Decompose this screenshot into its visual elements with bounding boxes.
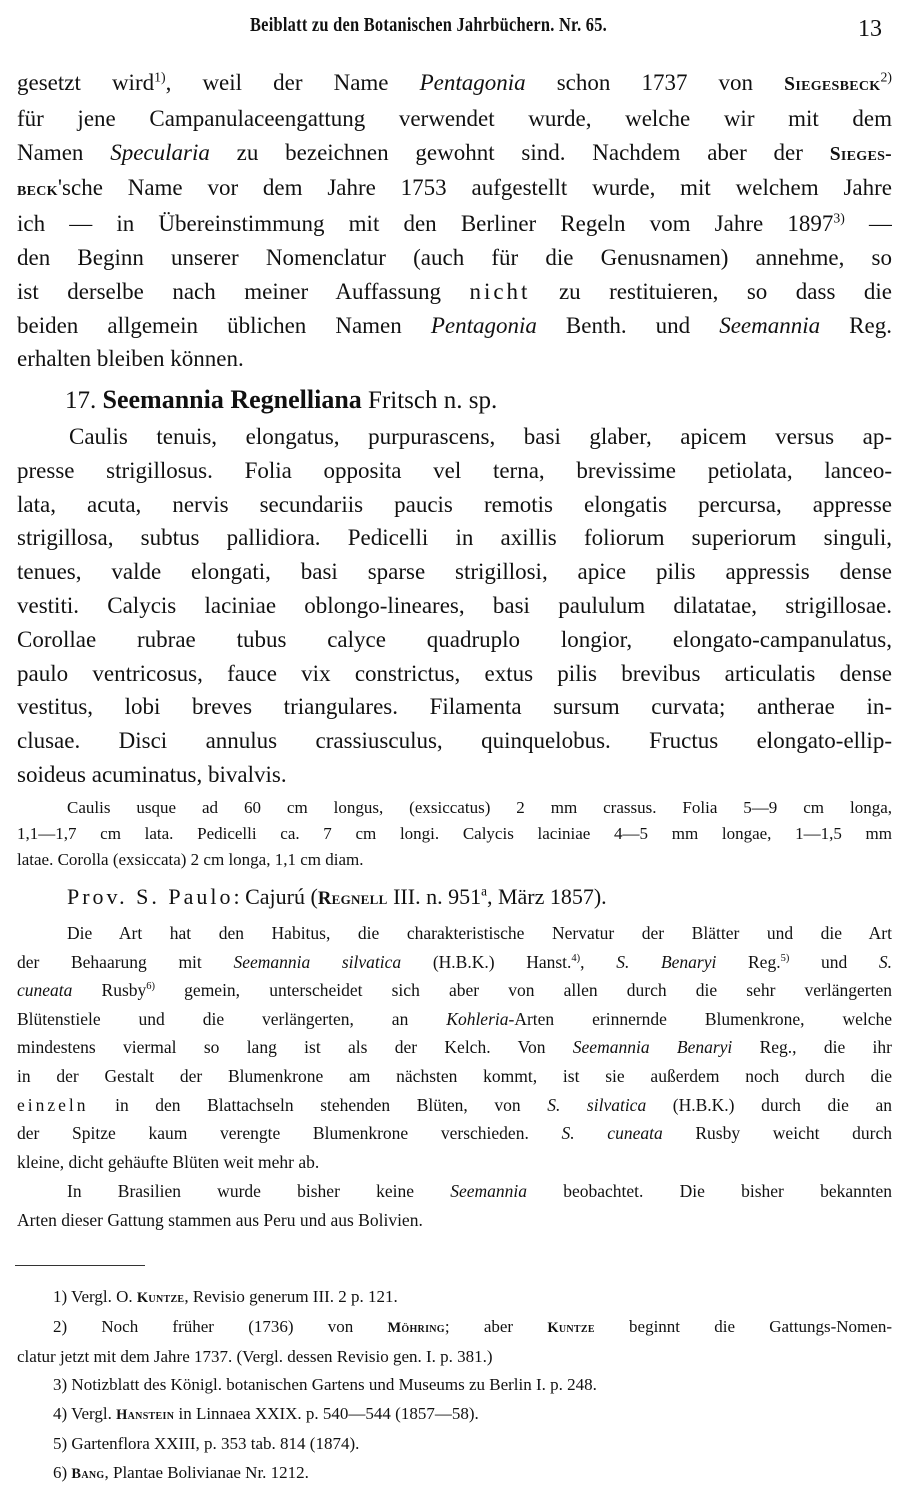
text-run: Reg.	[820, 312, 892, 338]
text-run: Reg., die ihr	[732, 1037, 892, 1058]
footnote-line	[17, 1313, 892, 1343]
text-run: kleine, dicht gehäufte Blüten weit mehr ab.	[17, 1151, 320, 1172]
text-run: 3) Notizblatt des Königl. botanischen Gartens und Museums zu Berlin I. p. 248.	[53, 1375, 597, 1395]
footnotes	[17, 1283, 892, 1489]
author-name: Kuntze	[547, 1319, 595, 1336]
text-run: lata, acuta, nervis secundariis paucis remotis elongatis percursa, appresse	[17, 491, 892, 517]
text-line	[17, 623, 892, 657]
text-line	[17, 1033, 892, 1062]
text-run: -Arten erinnernde Blumenkrone, welche	[508, 1008, 892, 1029]
text-line	[17, 275, 892, 309]
italic-taxon: S.	[878, 951, 892, 972]
text-run: , März 1857).	[486, 884, 607, 909]
text-run: clatur jetzt mit dem Jahre 1737. (Vergl. dessen Revisio gen. I. p. 381.)	[17, 1346, 493, 1366]
author-name: Kuntze	[136, 1290, 185, 1306]
text-line	[17, 795, 892, 821]
text-line	[17, 919, 892, 948]
italic-taxon: Seemannia	[719, 312, 821, 338]
footnote-line	[17, 1283, 892, 1313]
species-heading	[17, 383, 892, 418]
text-run: schon 1737 von	[525, 70, 785, 95]
text-run: zu bezeichnen gewohnt sind. Nachdem aber der	[209, 139, 830, 165]
text-run: Blütenstiele und die verlängerten, an	[17, 1008, 447, 1029]
italic-taxon: S. silvatica	[547, 1094, 647, 1115]
text-line	[17, 821, 892, 847]
italic-taxon: Kohleria	[446, 1008, 509, 1029]
text-run: für jene Campanulaceengattung verwendet wurde, welche wir mit dem	[17, 105, 892, 131]
text-line	[17, 690, 892, 724]
latin-description	[17, 420, 892, 792]
journal-title: Beiblatt zu den Botanischen Jahrbüchern. Nr. 65.	[250, 14, 608, 36]
text-run: beobachtet. Die bisher bekannten	[527, 1181, 892, 1201]
running-header	[250, 8, 892, 48]
text-line	[17, 207, 892, 241]
italic-taxon: Seemannia Benaryi	[572, 1037, 733, 1058]
text-run: Rusby	[72, 980, 147, 1001]
text-run: strigillosa, subtus pallidiora. Pedicelli in axillis foliorum superiorum singuli,	[17, 525, 892, 551]
italic-taxon: Seemannia	[450, 1181, 528, 1201]
text-line	[17, 948, 892, 977]
author-name: Sieges-	[829, 143, 892, 165]
text-line	[17, 758, 892, 792]
text-line	[17, 657, 892, 691]
italic-taxon: Pentagonia	[419, 70, 526, 95]
text-run: 1,1—1,7 cm lata. Pedicelli ca. 7 cm longi. Calycis laciniae 4—5 mm longae, 1—1,5 mm	[17, 824, 892, 843]
text-run: 'sche Name vor dem Jahre 1753 aufgestellt wurde, mit welchem Jahre	[57, 175, 892, 201]
text-run: 17.	[65, 387, 103, 414]
text-line	[17, 976, 892, 1005]
footnote-line	[17, 1400, 892, 1430]
footnote-divider	[15, 1265, 145, 1266]
text-run: ,	[580, 951, 617, 972]
text-run: : Cajurú (	[233, 884, 318, 909]
footnote-ref: 5)	[780, 952, 790, 964]
text-run: Reg.	[716, 951, 781, 972]
author-name: Möhring	[387, 1319, 445, 1336]
text-run: zu restituieren, so dass die	[530, 278, 892, 304]
footnote-line	[17, 1459, 892, 1489]
text-line	[17, 1005, 892, 1034]
text-run: in den Blattachseln stehenden Blüten, von	[88, 1094, 548, 1115]
text-line	[17, 342, 892, 376]
text-run: latae. Corolla (exsiccata) 2 cm longa, 1,1 cm diam.	[17, 850, 364, 869]
text-run: (H.B.K.) durch die an	[646, 1094, 892, 1115]
text-line	[17, 102, 892, 136]
text-run: ist derselbe nach meiner Auffassung	[17, 278, 470, 304]
text-run: Rusby weicht durch	[662, 1123, 892, 1144]
footnote-ref: a	[481, 883, 487, 899]
text-run: III. n. 951	[387, 884, 482, 909]
author-name: Bang	[71, 1465, 105, 1482]
italic-taxon: S. cuneata	[561, 1123, 663, 1144]
text-run: Caulis usque ad 60 cm longus, (exsiccatus) 2 mm crassus. Folia 5—9 cm longa,	[67, 798, 892, 817]
text-line	[17, 136, 892, 172]
text-line	[17, 66, 892, 102]
italic-taxon: Seemannia silvatica	[233, 951, 402, 972]
text-run: presse strigillosus. Folia opposita vel terna, brevissime petiolata, lanceo-	[17, 457, 892, 483]
text-run: vestitus, lobi breves triangulares. Filamenta sursum curvata; antherae in-	[17, 694, 892, 720]
paragraph-nomenclature	[17, 66, 892, 376]
text-run: soideus acuminatus, bivalvis.	[17, 761, 287, 787]
text-line	[17, 1091, 892, 1120]
text-run: Namen	[17, 139, 111, 165]
italic-taxon: Specularia	[110, 139, 210, 165]
text-run: Prov. S. Paulo	[67, 884, 234, 909]
text-run: , Plantae Bolivianae Nr. 1212.	[104, 1462, 309, 1482]
text-line	[17, 420, 892, 454]
text-run: 2) Noch früher (1736) von	[53, 1316, 388, 1336]
text-run: ; aber	[444, 1316, 548, 1336]
text-run: beiden allgemein üblichen Namen	[17, 312, 431, 338]
specimen-locality	[17, 882, 892, 914]
text-run: mindestens viermal so lang ist als der Kelch. Von	[17, 1037, 573, 1058]
footnote-line	[17, 1371, 892, 1400]
measurements-paragraph	[17, 795, 892, 873]
text-run: clusae. Disci annulus crassiusculus, quinquelobus. Fructus elongato-ellip-	[17, 728, 892, 754]
text-run: in Linnaea XXIX. p. 540—544 (1857—58).	[174, 1404, 479, 1424]
text-run: Fritsch n. sp.	[361, 387, 498, 414]
text-run: In Brasilien wurde bisher keine	[67, 1181, 451, 1201]
text-line	[17, 1119, 892, 1148]
text-run: in der Gestalt der Blumenkrone am nächsten kommt, ist sie außerdem noch durch die	[17, 1065, 892, 1086]
text-line	[17, 488, 892, 522]
text-run: 5) Gartenflora XXIII, p. 353 tab. 814 (1874).	[53, 1433, 360, 1453]
text-line	[17, 309, 892, 343]
species-name: Seemannia Regnelliana	[102, 385, 362, 414]
discussion-paragraph	[17, 919, 892, 1176]
text-run: beginnt die Gattungs-Nomen-	[594, 1316, 892, 1336]
footnote-line	[17, 1343, 892, 1372]
text-line	[17, 454, 892, 488]
text-line	[17, 1177, 892, 1206]
italic-taxon: S. Benaryi	[616, 951, 717, 972]
author-name: Hanstein	[116, 1407, 175, 1424]
italic-taxon: cuneata	[17, 980, 73, 1001]
footnote-ref: 6)	[146, 981, 156, 993]
text-run: und	[789, 951, 879, 972]
text-run: Die Art hat den Habitus, die charakteristische Nervatur der Blätter und die Art	[67, 923, 892, 943]
text-line	[17, 1206, 892, 1235]
text-run: nicht	[469, 278, 531, 304]
text-line	[17, 847, 892, 873]
text-run: (H.B.K.) Hanst.	[401, 951, 572, 972]
text-run: ich — in Übereinstimmung mit den Berliner Regeln vom Jahre 1897	[17, 211, 834, 237]
text-run: erhalten bleiben können.	[17, 346, 244, 372]
text-run: vestiti. Calycis laciniae oblongo-lineares, basi paululum dilatatae, strigillosae.	[17, 592, 892, 618]
text-run: paulo ventricosus, fauce vix constrictus, extus pilis brevibus articulatis dense	[17, 660, 892, 686]
footnote-line	[17, 1430, 892, 1459]
text-run: —	[844, 211, 892, 237]
text-line	[65, 383, 892, 418]
author-name: Siegesbeck	[784, 74, 881, 95]
text-run: der Behaarung mit	[17, 951, 234, 972]
text-line	[17, 171, 892, 207]
text-run: einzeln	[17, 1094, 89, 1115]
text-run: Caulis tenuis, elongatus, purpurascens, basi glaber, apicem versus ap-	[69, 424, 892, 449]
footnote-ref: 4)	[571, 952, 581, 964]
text-line	[17, 555, 892, 589]
italic-taxon: Pentagonia	[430, 312, 537, 338]
text-line	[17, 882, 892, 914]
text-run: 6)	[53, 1462, 72, 1482]
footnote-ref: 2)	[880, 69, 892, 85]
text-line	[17, 589, 892, 623]
text-run: der Spitze kaum verengte Blumenkrone verschieden.	[17, 1123, 562, 1144]
text-run: 1) Vergl. O.	[53, 1287, 137, 1306]
text-line	[17, 521, 892, 555]
text-line	[17, 1062, 892, 1091]
text-run: Benth. und	[536, 312, 720, 338]
distribution-paragraph	[17, 1177, 892, 1234]
text-run: tenues, valde elongati, basi sparse strigillosi, apice pilis appressis dense	[17, 559, 892, 585]
page-number: 13	[858, 16, 882, 42]
text-line	[17, 241, 892, 275]
author-name: Regnell	[317, 888, 388, 909]
text-run: , weil der Name	[165, 70, 420, 95]
footnote-ref: 3)	[833, 210, 845, 226]
text-line	[17, 1148, 892, 1177]
text-run: Corollae rubrae tubus calyce quadruplo longior, elongato-campanulatus,	[17, 626, 892, 652]
text-run: gemein, unterscheidet sich aber von allen durch die sehr verlängerten	[155, 980, 892, 1001]
text-run: 4) Vergl.	[53, 1404, 117, 1424]
footnote-ref: 1)	[154, 69, 166, 85]
text-run: , Revisio generum III. 2 p. 121.	[184, 1287, 398, 1306]
author-name: beck	[17, 179, 58, 201]
text-run: gesetzt wird	[17, 70, 155, 95]
text-line	[17, 724, 892, 758]
text-run: den Beginn unserer Nomenclatur (auch für die Genusnamen) annehme, so	[17, 244, 892, 270]
text-run: Arten dieser Gattung stammen aus Peru und aus Bolivien.	[17, 1209, 423, 1230]
